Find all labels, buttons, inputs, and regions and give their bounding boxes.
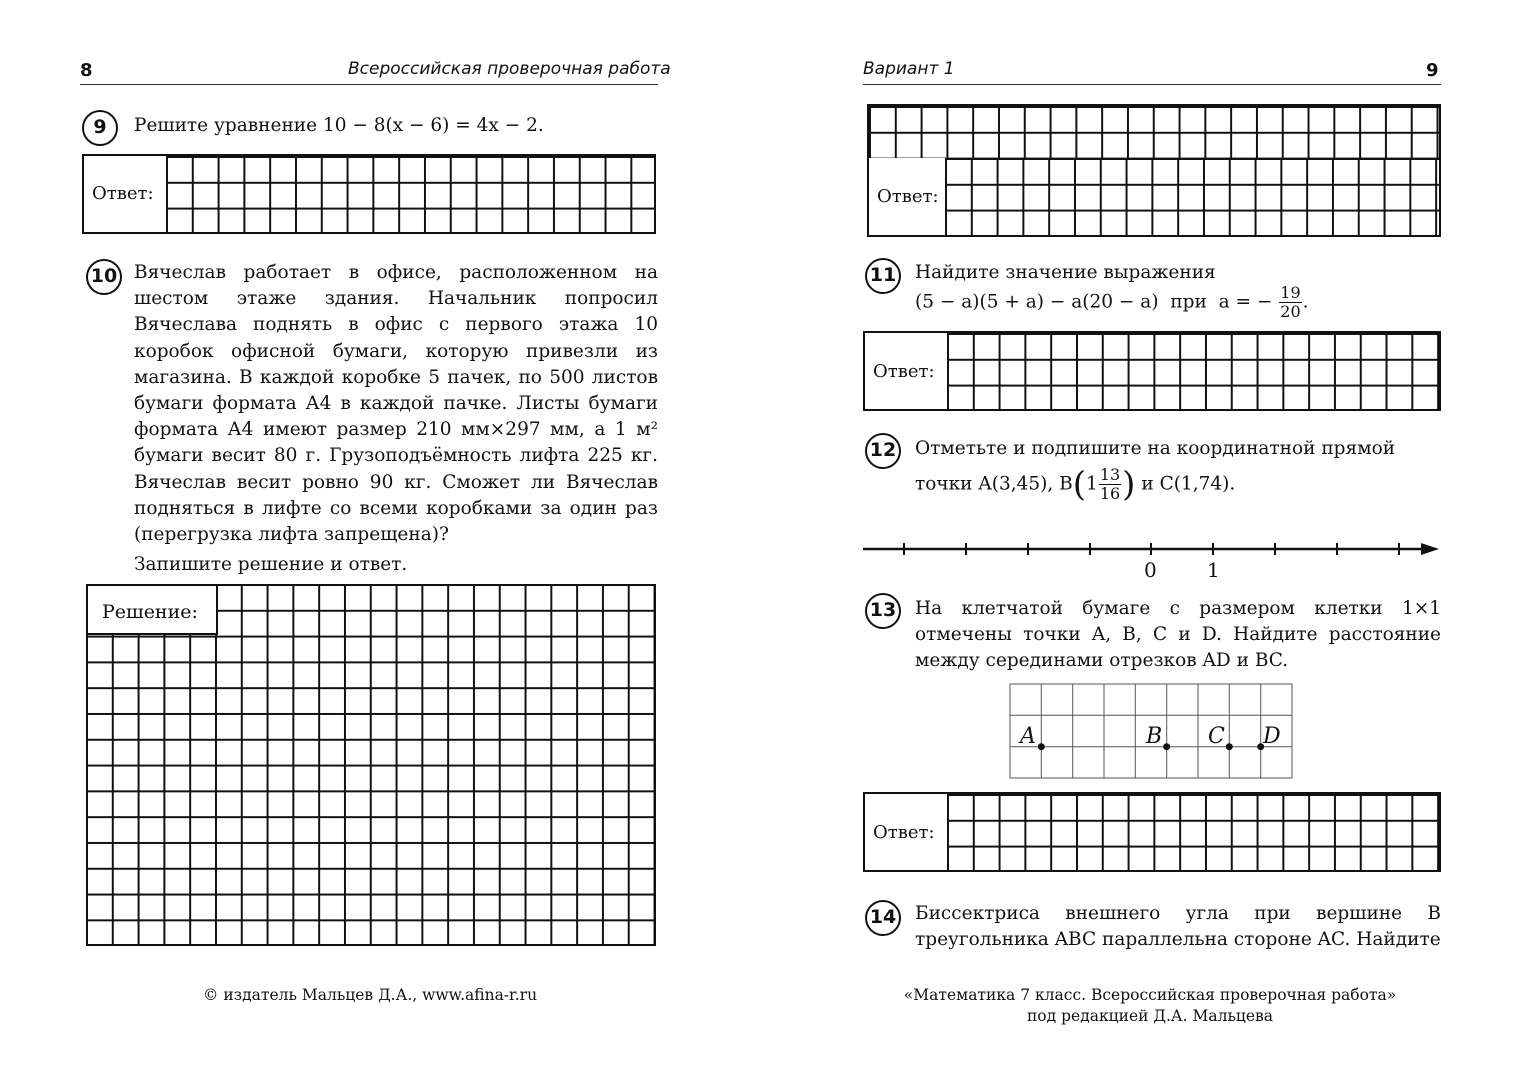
question-12-line1: Отметьте и подпишите на координатной прямой [915,438,1396,459]
label-b: B [1146,724,1163,749]
header-title-right: Вариант 1 [863,59,955,79]
question-12-point-a: A(3,45), [978,473,1054,495]
question-11-line2 [915,284,1435,321]
right-page [761,0,1522,1080]
header-title-left: Всероссийская проверочная работа [348,59,671,79]
answer-box-q13 [863,792,1441,872]
question-13-text: На клетчатой бумаге с размером клетки 1×1 отмечены точки A, B, C и D. Найдите расстояние между серединами отрезков AD и BC. [915,598,1441,672]
question-11-expression: (5 − a)(5 + a) − a(20 − a) [915,291,1159,313]
answer-grid[interactable] [166,156,654,232]
answer-label: Ответ: [92,183,154,204]
label-a: A [1020,724,1036,749]
point-a [1038,743,1045,750]
answer-grid[interactable] [947,333,1439,409]
fraction-numerator: 13 [1099,465,1121,485]
number-line[interactable] [861,530,1461,580]
question-12-point-b-label: B [1059,473,1073,495]
label-c: C [1208,724,1225,749]
header-rule-right [863,84,1441,85]
footer-left: © издатель Мальцев Д.А., www.afina-r.ru [202,986,538,1004]
page-number-right: 9 [1426,60,1439,81]
question-12-point-b-fraction [1099,466,1121,503]
question-14-number: 14 [865,900,901,936]
question-12-text [915,436,1441,503]
fraction-denominator: 16 [1099,484,1121,504]
solution-grid[interactable] [86,584,656,946]
solution-label-box [88,586,218,635]
question-12-and: и [1141,473,1154,495]
question-9-text: Решите уравнение 10 − 8(x − 6) = 4x − 2. [134,115,544,136]
footer-right [861,986,1439,1025]
question-11-when: при [1170,291,1207,313]
number-line-label-1: 1 [1207,558,1220,582]
fraction-numerator: 19 [1280,283,1301,303]
question-12-prefix: точки [915,473,973,495]
grid-figure [1009,683,1299,783]
answer-grid[interactable] [947,794,1439,870]
question-11-fraction [1279,284,1301,321]
question-10-number: 10 [86,259,122,295]
answer-box-q10 [867,104,1441,237]
fraction-denominator: 20 [1280,302,1301,322]
question-11-line1: Найдите значение выражения [915,262,1216,283]
page-number-left: 8 [80,60,93,81]
answer-grid[interactable] [945,158,1439,235]
question-12-point-b-whole: 1 [1086,473,1098,495]
question-10-text [134,260,658,578]
question-13-number: 13 [865,593,901,629]
question-12-point-c: C(1,74). [1159,473,1236,495]
question-12-line2: точки A(3,45), B(1 $\frac{13}{16}$ ) и C(1,74). [915,464,1236,505]
answer-box-q11 [863,331,1441,411]
question-10-instruction: Запишите решение и ответ. [134,554,408,576]
point-c [1226,743,1233,750]
answer-label: Ответ: [873,361,935,382]
answer-label: Ответ: [873,822,935,843]
question-11-number: 11 [865,258,901,294]
footer-right-line2: под редакцией Д.А. Мальцева [1026,1007,1274,1025]
number-line-arrow [1421,543,1439,555]
extra-grid[interactable] [869,106,1439,158]
header-rule-left [80,84,658,85]
footer-right-line1: «Математика 7 класс. Всероссийская проверочная работа» [903,986,1397,1004]
answer-box-q9 [82,154,656,234]
question-11-end: . [1302,291,1309,313]
label-d: D [1263,724,1281,749]
question-11-text [915,260,1435,321]
question-14-text: Биссектриса внешнего угла при вершине B треугольника ABC параллельна стороне AC. Найдите [915,903,1441,951]
question-11-variable: a = − [1218,291,1273,313]
question-12-number: 12 [865,433,901,469]
question-9-number: 9 [82,110,118,146]
point-b [1163,743,1170,750]
number-line-label-0: 0 [1144,558,1157,582]
solution-label: Решение: [102,601,198,623]
answer-label: Ответ: [877,186,939,207]
question-10-body: Вячеслав работает в офисе, расположенном на шестом этаже здания. Начальник попросил Вячеслава поднять в офис с первого этажа 10 коробок офисной бумаги, которую привезли из магазина. В каждой коробке 5 пачек, по 500 листов бумаги формата А4 в каждой пачке. Листы бумаги формата А4 имеют размер 210 мм×297 мм, а 1 м² бумаги весит 80 г. Грузоподъёмность лифта 225 кг. Вячеслав весит ровно 90 кг. Сможет ли Вячеслав подняться в лифте со всеми коробками за один раз (перегрузка лифта запрещена)? [134,262,658,546]
